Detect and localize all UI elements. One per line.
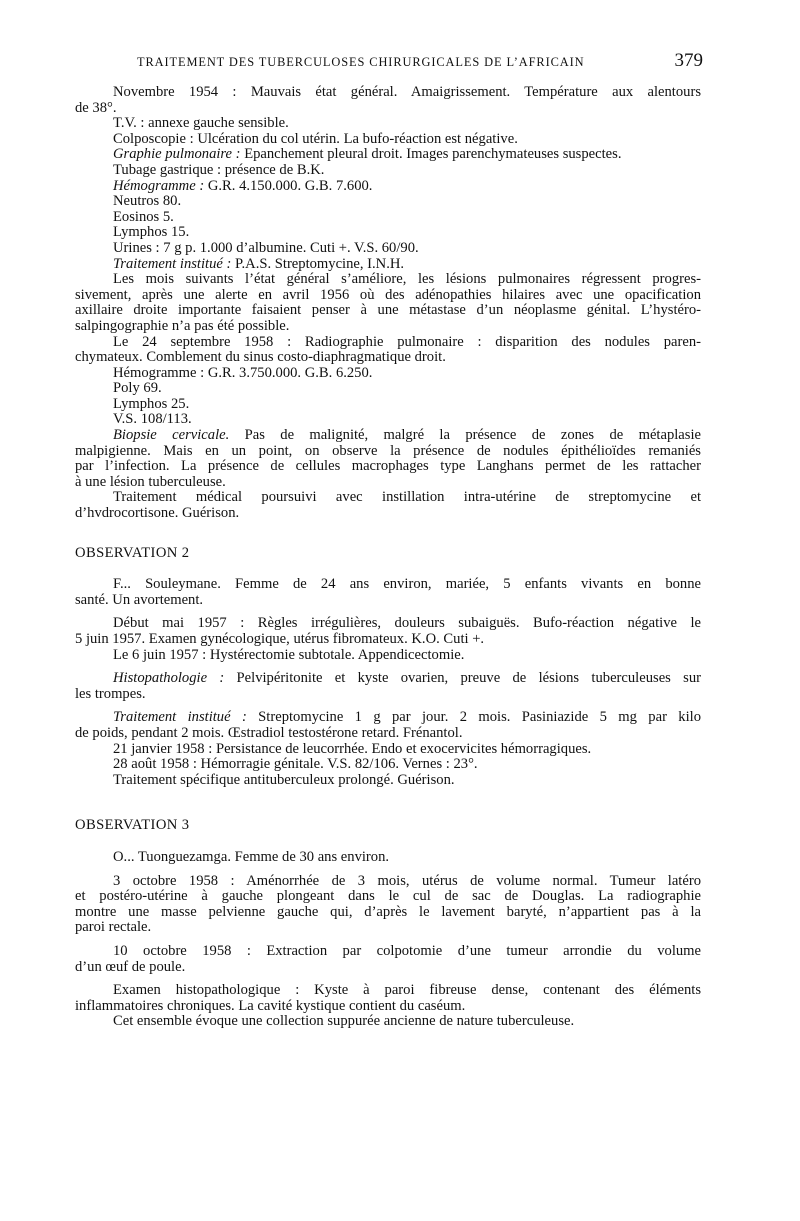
text-line: Examen histopathologique : Kyste à paroi fibreuse dense, contenant des éléments xyxy=(113,982,701,999)
text-line: Lymphos 15. xyxy=(113,224,190,241)
text-line: montre une masse pelvienne gauche qui, d’après le lavement baryté, n’appartient pas à la xyxy=(75,903,701,920)
text-line: Début mai 1957 : Règles irrégulières, douleurs subaiguës. Bufo-réaction négative le xyxy=(113,615,701,632)
text-line: 5 juin 1957. Examen gynécologique, utérus fibromateux. K.O. Cuti +. xyxy=(75,631,485,647)
section-label: Histopathologie : xyxy=(113,670,225,687)
text-span: P.A.S. Streptomycine, I.N.H. xyxy=(231,255,405,272)
text-line xyxy=(75,428,701,444)
text-line: Le 6 juin 1957 : Hystérectomie subtotale. Appendicectomie. xyxy=(113,646,465,663)
text-line: paroi rectale. xyxy=(75,919,152,936)
section-label: Biopsie cervicale. xyxy=(113,427,230,444)
text-line: Eosinos 5. xyxy=(113,208,174,225)
text-span: Pas de malignité, malgré la présence de zones de métaplasie xyxy=(229,427,701,444)
text-line: 10 octobre 1958 : Extraction par colpotomie d’une tumeur arrondie du volume xyxy=(113,942,701,959)
text-span: Pelvipéritonite et kyste ovarien, preuve de lésions tuberculeuses sur xyxy=(224,670,701,687)
section-label: Traitement institué : xyxy=(113,709,247,726)
text-line: Colposcopie : Ulcération du col utérin. La bufo-réaction est négative. xyxy=(113,130,518,147)
spacer xyxy=(75,834,701,850)
section-label: Traitement institué : xyxy=(113,255,232,272)
text-line: inflammatoires chroniques. La cavité kystique contient du caséum. xyxy=(75,997,466,1014)
text-span: Streptomycine 1 g par jour. 2 mois. Pasiniazide 5 mg par kilo xyxy=(246,709,701,726)
text-line: 28 août 1958 : Hémorragie génitale. V.S. 82/106. Vernes : 23°. xyxy=(113,756,478,773)
text-line: Traitement médical poursuivi avec instillation intra-utérine de streptomycine et xyxy=(113,489,701,506)
text-line: et postéro-utérine à gauche plongeant dans le cul de sac de Douglas. La radiographie xyxy=(75,888,701,905)
text-line: par l’infection. La présence de cellules macrophages type Langhans permet de les rattacher xyxy=(75,458,701,475)
text-line: Novembre 1954 : Mauvais état général. Amaigrissement. Température aux alentours xyxy=(113,84,701,100)
text-line xyxy=(75,147,701,163)
text-line: santé. Un avortement. xyxy=(75,591,204,608)
text-line: O... Tuonguezamga. Femme de 30 ans environ. xyxy=(113,848,390,865)
running-title: TRAITEMENT DES TUBERCULOSES CHIRURGICALES DE L’AFRICAIN xyxy=(137,55,585,69)
text-line: Hémogramme : G.R. 3.750.000. G.B. 6.250. xyxy=(113,364,373,381)
text-line xyxy=(75,179,701,195)
text-line: chymateux. Comblement du sinus costo-diaphragmatique droit. xyxy=(75,349,446,366)
text-line: Urines : 7 g p. 1.000 d’albumine. Cuti +. V.S. 60/90. xyxy=(113,239,419,256)
spacer xyxy=(75,522,701,546)
text-line: Neutros 80. xyxy=(113,193,182,210)
text-line: d’un œuf de poule. xyxy=(75,958,186,975)
spacer xyxy=(75,561,701,577)
text-line: 21 janvier 1958 : Persistance de leucorrhée. Endo et exocervicites hémorragiques. xyxy=(113,740,592,757)
text-line: F... Souleymane. Femme de 24 ans environ, mariée, 5 enfants vivants en bonne xyxy=(113,576,701,593)
text-line: malpigienne. Mais en un point, on observe la présence de nodules épithélioïdes remaniés xyxy=(75,442,701,459)
section-label: Hémogramme : xyxy=(113,177,205,194)
text-line: 3 octobre 1958 : Aménorrhée de 3 mois, utérus de volume normal. Tumeur latéro xyxy=(113,872,701,889)
text-span: Epanchement pleural droit. Images parenchymateuses suspectes. xyxy=(240,146,622,163)
text-body xyxy=(75,85,701,1030)
text-line: axillaire droite importante faisaient penser à une métastase d’un néoplasme génital. L’hystéro- xyxy=(75,302,701,319)
text-line: V.S. 108/113. xyxy=(113,411,192,428)
text-line: Le 24 septembre 1958 : Radiographie pulmonaire : disparition des nodules paren- xyxy=(113,333,701,350)
running-header xyxy=(137,50,703,72)
spacer xyxy=(75,788,701,818)
text-line: de 38°. xyxy=(75,99,117,116)
text-line: de poids, pendant 2 mois. Œstradiol testostérone retard. Frénantol. xyxy=(75,724,463,741)
text-line: les trompes. xyxy=(75,685,146,702)
section-heading: OBSERVATION 3 xyxy=(75,817,190,834)
section-label: Graphie pulmonaire : xyxy=(113,146,241,163)
text-line xyxy=(75,710,701,726)
text-line: à une lésion tuberculeuse. xyxy=(75,473,226,490)
text-line: d’hvdrocortisone. Guérison. xyxy=(75,505,240,522)
text-line: Les mois suivants l’état général s’améliore, les lésions pulmonaires régressent progres- xyxy=(113,271,701,288)
section-heading: OBSERVATION 2 xyxy=(75,544,190,561)
text-line: Poly 69. xyxy=(113,380,162,397)
text-line: Tubage gastrique : présence de B.K. xyxy=(113,161,325,178)
text-line: Lymphos 25. xyxy=(113,395,190,412)
text-span: G.R. 4.150.000. G.B. 7.600. xyxy=(204,177,373,194)
text-line: Cet ensemble évoque une collection suppurée ancienne de nature tuberculeuse. xyxy=(113,1013,575,1030)
text-line: salpingographie n’a pas été possible. xyxy=(75,317,290,334)
text-line: Traitement spécifique antituberculeux prolongé. Guérison. xyxy=(113,771,455,788)
page-number: 379 xyxy=(674,50,703,71)
text-line xyxy=(75,257,701,273)
text-line: sivement, après une alerte en avril 1956 où des adénopathies hilaires avec une opacification xyxy=(75,286,701,303)
text-line xyxy=(75,671,701,687)
text-line: T.V. : annexe gauche sensible. xyxy=(113,115,289,132)
